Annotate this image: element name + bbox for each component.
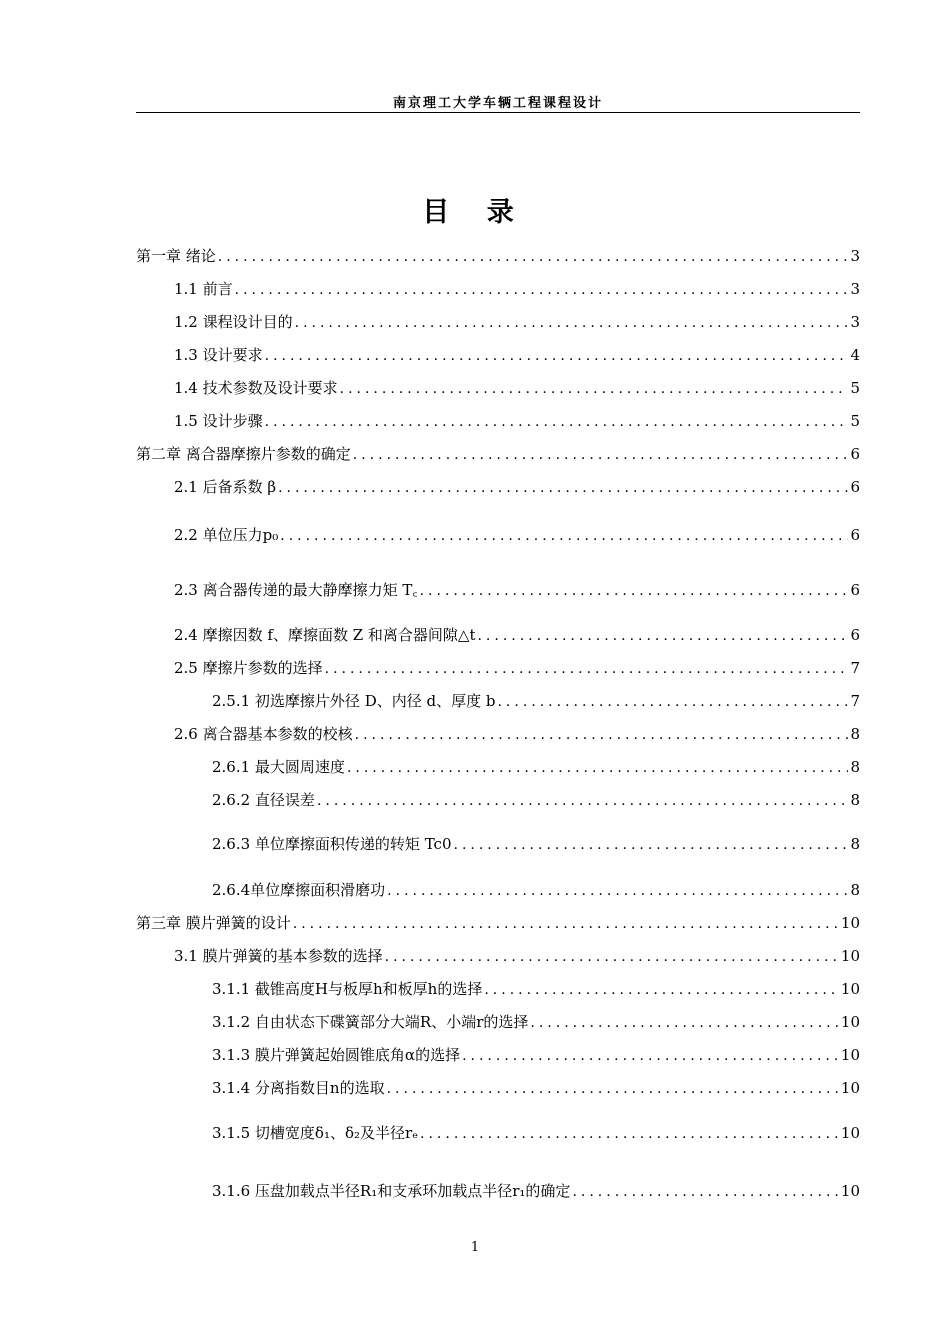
toc-entry-page: 8 [850,758,860,776]
toc-entry-label: 3.1.6 压盘加载点半径R₁和支承环加载点半径r₁的确定 [212,1182,571,1200]
toc-entry-page: 10 [840,1182,860,1200]
toc-entry-label: 2.3 离合器传递的最大静摩擦力矩 T꜀ [174,581,418,599]
toc-entry-3-1[interactable] [136,944,860,968]
toc-entry-label: 3.1.2 自由状态下碟簧部分大端R、小端r的选择 [212,1013,529,1031]
toc-entry-page: 10 [840,1124,860,1142]
toc-entry-page: 3 [850,313,860,331]
toc-entry-1-2[interactable] [136,310,860,334]
dot-leader [265,410,849,434]
toc-entry-page: 8 [850,725,860,743]
dot-leader [218,245,849,269]
dot-leader [420,579,849,603]
toc-entry-label: 2.4 摩擦因数 f、摩擦面数 Z 和离合器间隙△t [174,626,476,644]
toc-entry-label: 3.1.1 截锥高度H与板厚h和板厚h的选择 [212,980,483,998]
dot-leader [340,377,849,401]
toc-entry-page: 7 [850,659,860,677]
toc-entry-page: 10 [840,980,860,998]
toc-entry-2-1[interactable] [136,475,860,499]
toc-entry-1-3[interactable] [136,343,860,367]
toc-entry-label: 1.3 设计要求 [174,346,263,364]
toc-entry-label: 1.4 技术参数及设计要求 [174,379,338,397]
dot-leader [497,690,848,714]
toc-entry-page: 8 [850,881,860,899]
toc-entry-page: 6 [850,626,860,644]
toc-entry-3-1-2[interactable] [136,1010,860,1034]
toc-entry-page: 6 [850,526,860,544]
dot-leader [293,912,839,936]
toc-entry-2-4[interactable] [136,623,860,647]
dot-leader [477,624,848,648]
toc-entry-label: 3.1.3 膜片弹簧起始圆锥底角α的选择 [212,1046,461,1064]
dot-leader [317,789,849,813]
toc-entry-1-4[interactable] [136,376,860,400]
header-rule [136,112,860,113]
dot-leader [355,723,849,747]
dot-leader [295,311,849,335]
toc-entry-page: 10 [840,1079,860,1097]
toc-entry-page: 5 [850,379,860,397]
toc-entry-2-6-3[interactable] [136,832,860,856]
toc-entry-2-6-1[interactable] [136,755,860,779]
toc-entry-label: 第三章 膜片弹簧的设计 [136,914,291,932]
toc-entry-label: 2.5.1 初选摩擦片外径 D、内径 d、厚度 b [212,692,496,710]
toc-entry-page: 6 [850,478,860,496]
toc-entry-page: 3 [850,280,860,298]
toc-entry-label: 2.6.3 单位摩擦面积传递的转矩 Tc0 [212,835,452,853]
dot-leader [265,344,849,368]
toc-entry-label: 3.1 膜片弹簧的基本参数的选择 [174,947,383,965]
toc-entry-page: 3 [850,247,860,265]
dot-leader [280,524,848,548]
dot-leader [387,879,848,903]
toc-entry-chapter-3[interactable] [136,911,860,935]
toc-entry-page: 6 [850,581,860,599]
toc-entry-2-6-4[interactable] [136,878,860,902]
toc-entry-page: 8 [850,835,860,853]
toc-entry-label: 2.6.4单位摩擦面积滑磨功 [212,881,386,899]
toc-entry-page: 5 [850,412,860,430]
toc-entry-page: 10 [840,1013,860,1031]
dot-leader [462,1044,839,1068]
dot-leader [325,657,849,681]
page-number: 1 [470,1240,480,1255]
toc-entry-label: 2.6.1 最大圆周速度 [212,758,345,776]
toc-entry-3-1-6[interactable] [136,1179,860,1203]
dot-leader [353,443,849,467]
dot-leader [278,476,848,500]
dot-leader [572,1180,838,1204]
toc-entry-chapter-1[interactable] [136,244,860,268]
toc-entry-3-1-4[interactable] [136,1076,860,1100]
dot-leader [347,756,849,780]
toc-entry-label: 2.5 摩擦片参数的选择 [174,659,323,677]
toc-entry-label: 2.2 单位压力p₀ [174,526,279,544]
dot-leader [387,1077,839,1101]
toc-entry-3-1-3[interactable] [136,1043,860,1067]
toc-entry-2-5[interactable] [136,656,860,680]
dot-leader [385,945,839,969]
toc-entry-2-5-1[interactable] [136,689,860,713]
running-header: 南京理工大学车辆工程课程设计 [392,96,603,111]
toc-entry-2-3[interactable] [136,578,860,602]
toc-entry-chapter-2[interactable] [136,442,860,466]
toc-title: 目 录 [422,197,528,228]
toc-entry-1-1[interactable] [136,277,860,301]
toc-entry-page: 4 [850,346,860,364]
toc-entry-page: 10 [840,1046,860,1064]
toc-entry-label: 3.1.5 切槽宽度δ₁、δ₂及半径rₑ [212,1124,419,1142]
toc-entry-label: 1.5 设计步骤 [174,412,263,430]
toc-entry-2-6-2[interactable] [136,788,860,812]
toc-entry-2-6[interactable] [136,722,860,746]
dot-leader [484,978,839,1002]
toc-entry-label: 2.6.2 直径误差 [212,791,315,809]
toc-entry-3-1-5[interactable] [136,1121,860,1145]
toc-entry-label: 2.1 后备系数 β [174,478,277,496]
toc-entry-label: 2.6 离合器基本参数的校核 [174,725,353,743]
dot-leader [235,278,849,302]
toc-entry-page: 10 [840,947,860,965]
toc-entry-page: 6 [850,445,860,463]
toc-entry-label: 1.2 课程设计目的 [174,313,293,331]
toc-entry-label: 3.1.4 分离指数目n的选取 [212,1079,385,1097]
toc-entry-2-2[interactable] [136,523,860,547]
toc-entry-page: 10 [840,914,860,932]
toc-entry-label: 第二章 离合器摩擦片参数的确定 [136,445,351,463]
dot-leader [530,1011,839,1035]
toc-entry-label: 第一章 绪论 [136,247,216,265]
toc-entry-page: 8 [850,791,860,809]
dot-leader [454,833,849,857]
dot-leader [420,1122,839,1146]
toc-entry-label: 1.1 前言 [174,280,233,298]
toc-entry-3-1-1[interactable] [136,977,860,1001]
toc-entry-page: 7 [850,692,860,710]
toc-entry-1-5[interactable] [136,409,860,433]
